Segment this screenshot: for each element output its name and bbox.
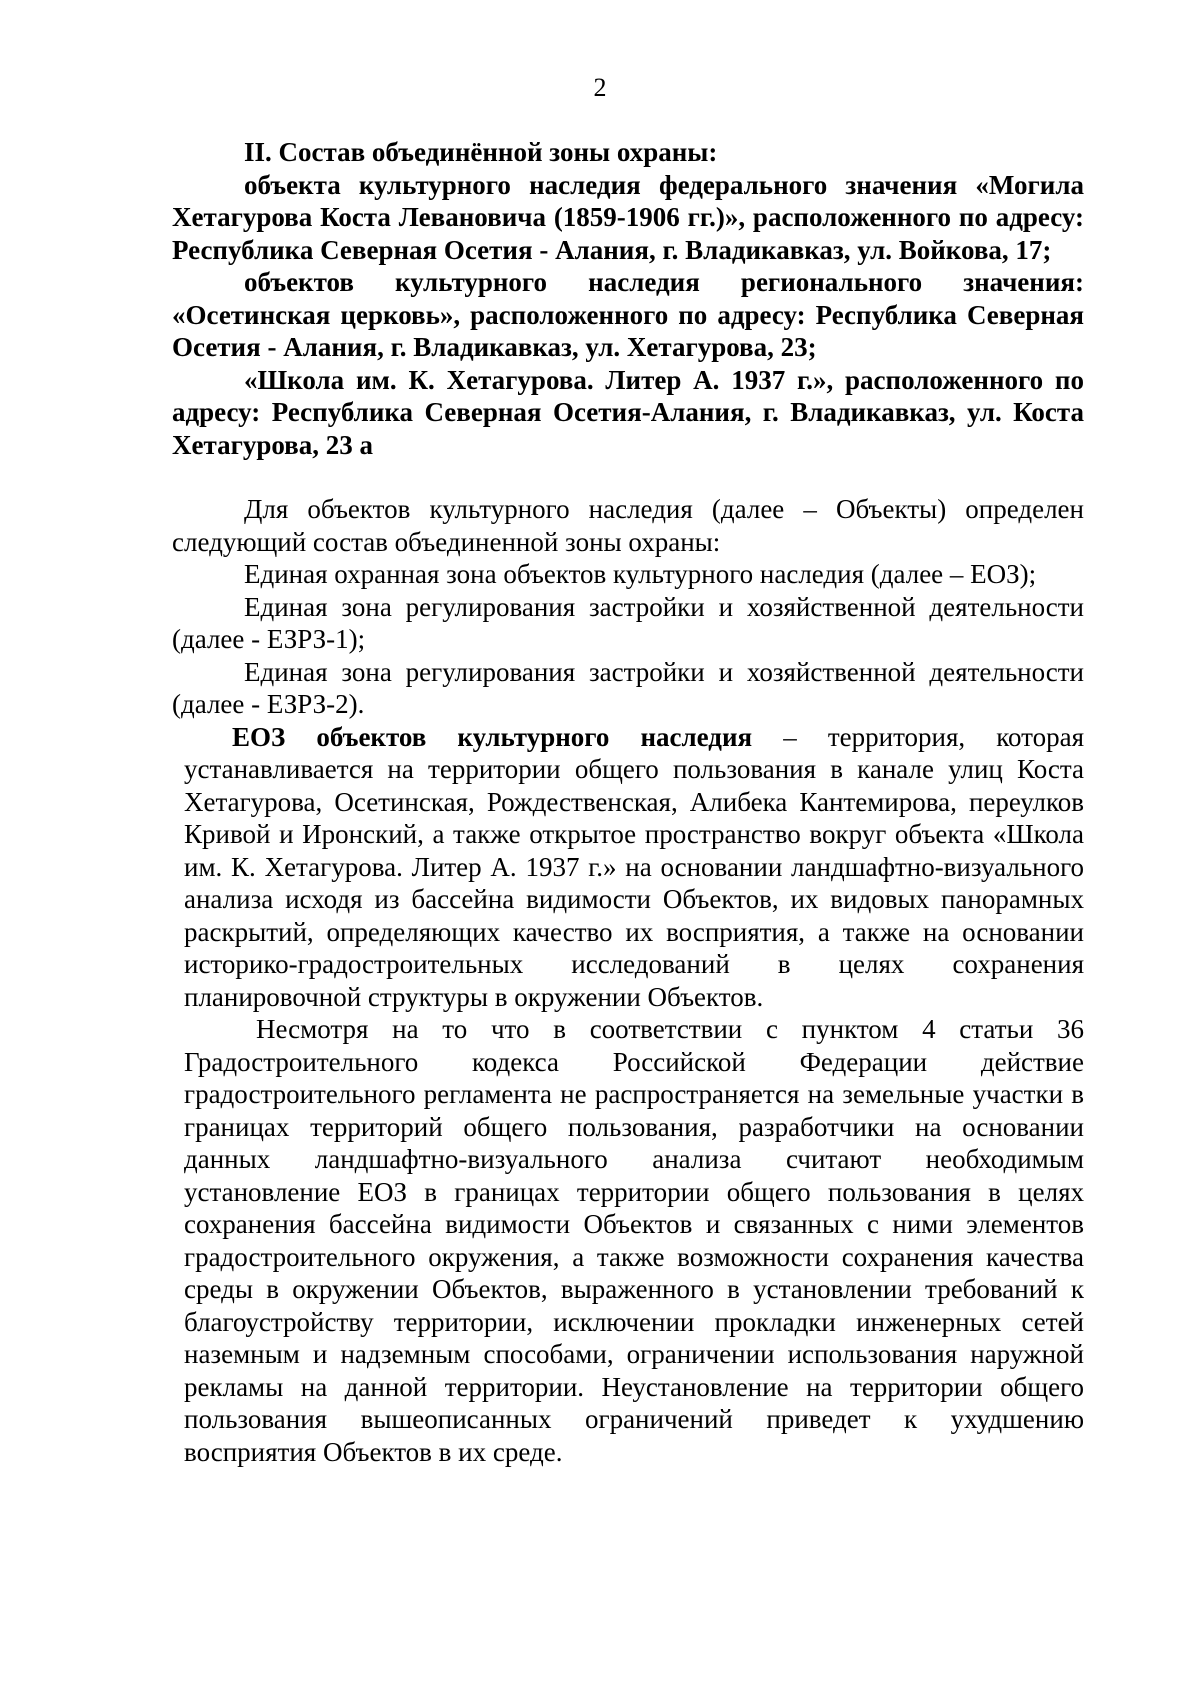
federal-object-paragraph: объекта культурного наследия федерального значения «Могила Хетагурова Коста Левановича (1859-1906 гг.)», расположенного по адресу: Республика Северная Осетия - Алания, г. Владикавказ, ул. Войкова, 17; xyxy=(172,169,1084,265)
composition-item-ezrz-2: Единая зона регулирования застройки и хозяйственной деятельности (далее - ЕЗРЗ-2). xyxy=(172,656,1084,719)
eoz-note-paragraph: Несмотря на то что в соответствии с пунктом 4 статьи 36 Градостроительного кодекса Российской Федерации действие градостроительного регламента не распространяется на земельные участки в границах территорий общего пользования, разработчики на основании данных ландшафтно-визуального анализа считают необходимым установление ЕОЗ в границах территории общего пользования в целях сохранения бассейна видимости Объектов и связанных с ними элементов градостроительного окружения, а также возможности сохранения качества среды в окружении Объектов, выраженного в установлении требований к благоустройству территории, исключении прокладки инженерных сетей наземным и надземным способами, ограничении использования наружной рекламы на данной территории. Неустановление на территории общего пользования вышеописанных ограничений приведет к ухудшению восприятия Объектов в их среде. xyxy=(184,1014,1084,1467)
eoz-definition-paragraph xyxy=(172,721,1084,1014)
regional-objects-paragraph: объектов культурного наследия регионального значения: «Осетинская церковь», расположенного по адресу: Республика Северная Осетия - Алания, г. Владикавказ, ул. Хетагурова, 23; xyxy=(172,267,1084,362)
page-number: 2 xyxy=(593,73,607,102)
eoz-term: ЕОЗ объектов культурного наследия xyxy=(232,721,753,752)
school-object-paragraph: «Школа им. К. Хетагурова. Литер А. 1937 г.», расположенного по адресу: Республика Северная Осетия-Алания, г. Владикавказ, ул. Коста Хетагурова, 23 а xyxy=(172,364,1084,460)
document-body xyxy=(172,136,1084,1468)
composition-intro-paragraph: Для объектов культурного наследия (далее – Объекты) определен следующий состав объединенной зоны охраны: xyxy=(172,494,1084,557)
composition-item-ezrz-1: Единая зона регулирования застройки и хозяйственной деятельности (далее - ЕЗРЗ-1); xyxy=(172,591,1084,654)
spacer xyxy=(172,461,1084,493)
section-heading: II. Состав объединённой зоны охраны: xyxy=(244,137,718,167)
eoz-definition-text: – территория, которая устанавливается на территории общего пользования в канале улиц Коста Хетагурова, Осетинская, Рождественская, Алибека Кантемирова, переулков Кривой и Иронский, а также открытое пространство вокруг объекта «Школа им. К. Хетагурова. Литер А. 1937 г.» на основании ландшафтно-визуального анализа исходя из бассейна видимости Объектов, их видовых панорамных раскрытий, определяющих качество их восприятия, а также на основании историко-градостроительных исследований в целях сохранения планировочной структуры в окружении Объектов. xyxy=(184,721,1085,1012)
composition-item-eoz: Единая охранная зона объектов культурного наследия (далее – ЕОЗ); xyxy=(244,559,1037,589)
